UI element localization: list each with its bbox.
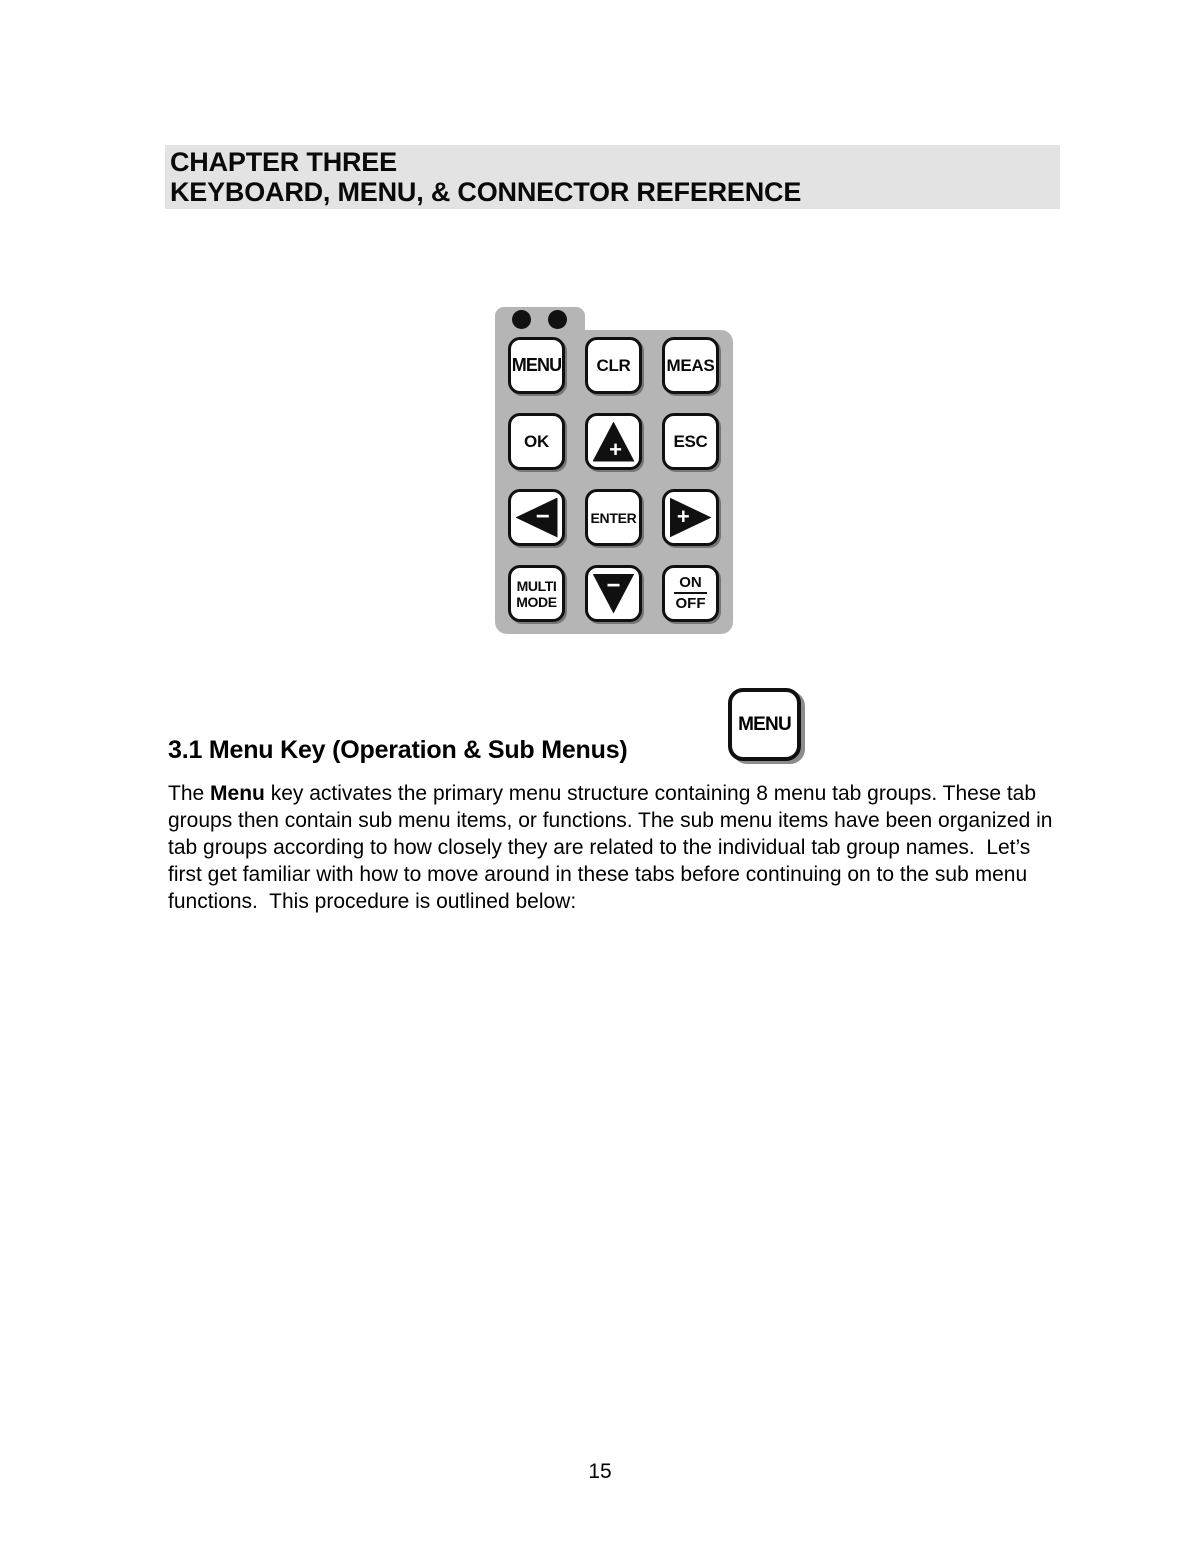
key-clr: [585, 337, 642, 394]
down-arrow-icon: [593, 571, 635, 614]
key-down-arrow: [585, 565, 642, 622]
menu-key-image: [728, 688, 801, 761]
led-dot-icon: [548, 310, 567, 329]
key-esc: [662, 413, 719, 470]
minus-sign: −: [606, 571, 621, 599]
key-label: MEAS: [666, 355, 715, 375]
led-dot-icon: [512, 310, 531, 329]
key-label: OK: [524, 431, 549, 451]
key-label-line2: MODE: [516, 593, 557, 610]
key-label-off: OFF: [675, 595, 706, 612]
plus-sign: +: [609, 436, 623, 462]
key-label-line1: MULTI: [516, 577, 557, 594]
key-up-arrow: [585, 413, 642, 470]
paragraph-text-post: key activates the primary menu structure containing 8 menu tab groups. These tab groups then contain sub menu items, or functions. The sub menu items have been organized in tab groups according to how closely they are related to the individual tab group names. Let’s first get familiar with how to move around in these tabs before continuing on to the sub menu functions. This procedure is outlined below:: [168, 782, 1059, 913]
key-label: ESC: [673, 431, 708, 451]
key-enter: [585, 489, 642, 546]
body-paragraph: [168, 780, 1059, 915]
up-arrow-icon: [593, 422, 635, 462]
key-menu: [508, 337, 565, 394]
paragraph-bold-menu: Menu: [210, 782, 265, 805]
keypad-image: [495, 307, 733, 634]
chapter-header: [165, 145, 1060, 209]
right-arrow-icon: [670, 498, 712, 538]
plus-sign: +: [676, 503, 690, 529]
chapter-title: CHAPTER THREE: [170, 147, 397, 177]
keypad-grid: [508, 337, 719, 622]
paragraph-text-pre: The: [168, 782, 211, 805]
menu-key-label: MENU: [738, 713, 791, 735]
page-number: 15: [588, 1460, 612, 1483]
key-label: ENTER: [590, 509, 637, 526]
key-label: CLR: [596, 355, 631, 375]
section-heading: 3.1 Menu Key (Operation & Sub Menus): [168, 736, 628, 764]
key-right-arrow: [662, 489, 719, 546]
chapter-subtitle: KEYBOARD, MENU, & CONNECTOR REFERENCE: [170, 177, 802, 207]
key-on-off: [662, 565, 719, 622]
key-meas: [662, 337, 719, 394]
multi-mode-label: [516, 578, 556, 610]
key-label: MENU: [511, 355, 562, 375]
key-ok: [508, 413, 565, 470]
key-multi-mode: [508, 565, 565, 622]
minus-sign: −: [535, 503, 550, 531]
key-label-on: ON: [674, 574, 707, 594]
left-arrow-icon: [516, 498, 558, 538]
right-triangle: [670, 498, 712, 538]
key-left-arrow: [508, 489, 565, 546]
